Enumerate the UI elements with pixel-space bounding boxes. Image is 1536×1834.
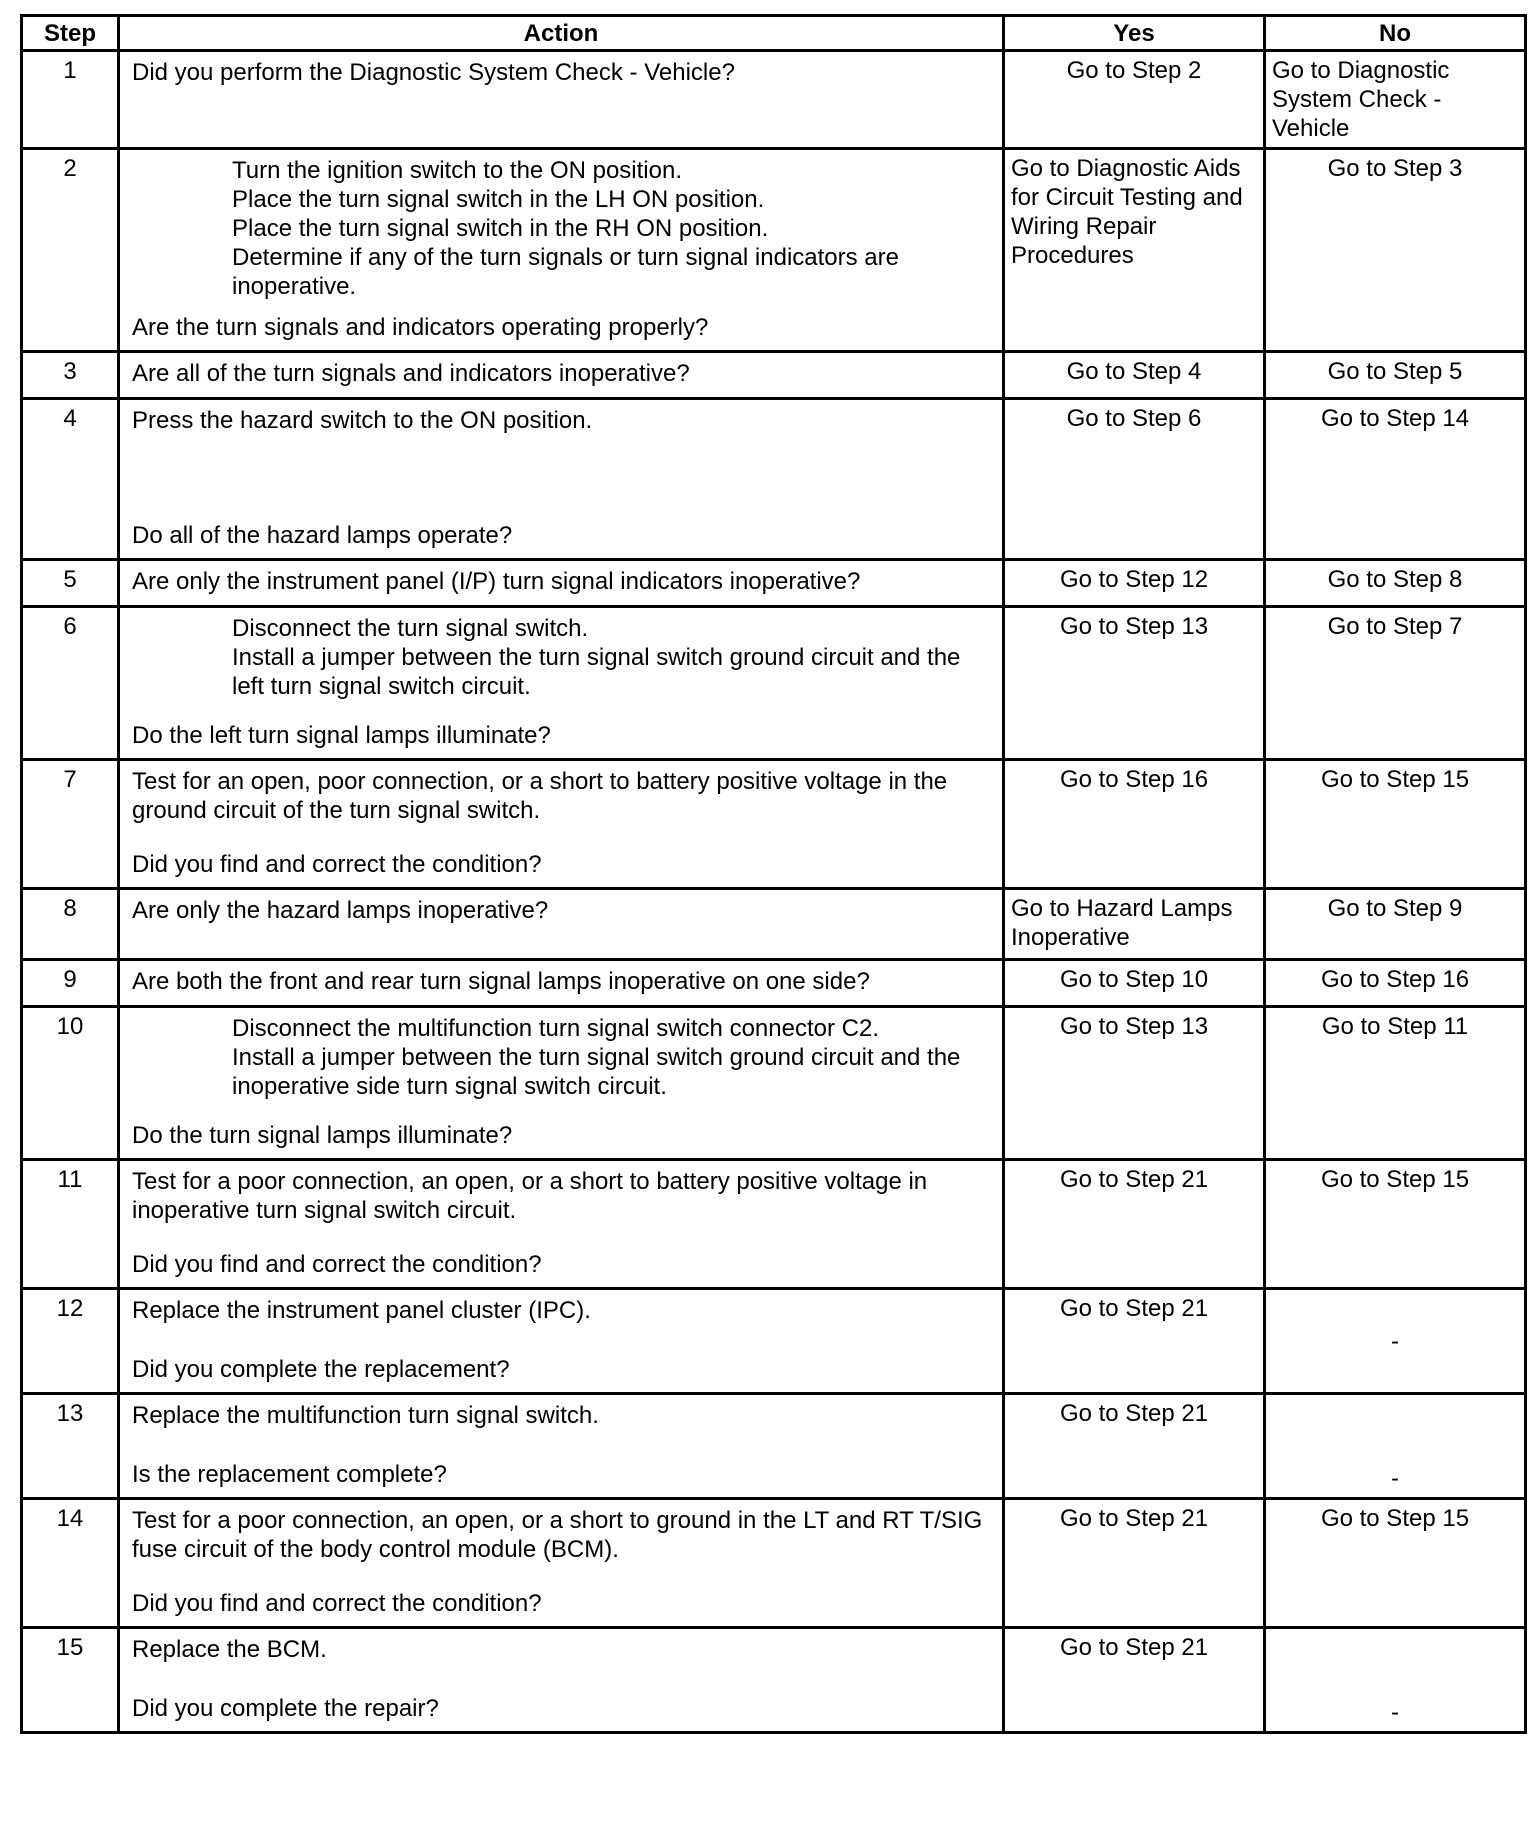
header-step: Step [22,16,119,51]
table-row [22,1160,1526,1289]
table-row [22,1007,1526,1160]
action-cell [119,1499,1004,1628]
no-cell: Go to Diagnostic System Check - Vehicle [1265,51,1526,149]
action-question: Did you find and correct the condition? [132,851,542,878]
table-row [22,51,1526,149]
no-cell: Go to Step 11 [1265,1007,1526,1160]
step-number: 9 [22,960,119,1007]
table-row [22,1289,1526,1394]
step-number: 12 [22,1289,119,1394]
table-row [22,560,1526,607]
no-cell: Go to Step 15 [1265,1499,1526,1628]
action-cell [119,1394,1004,1499]
action-line: Replace the BCM. [132,1636,327,1663]
action-line: Press the hazard switch to the ON position. [132,407,593,434]
action-line: Test for a poor connection, an open, or a short to ground in the LT and RT T/SIG fuse circuit of the body control module (BCM). [132,1507,983,1563]
yes-cell: Go to Step 10 [1004,960,1265,1007]
action-line: Install a jumper between the turn signal switch ground circuit and the left turn signal switch circuit. [232,644,961,700]
action-cell [119,51,1004,149]
table-row [22,352,1526,399]
header-no: No [1265,16,1526,51]
header-action: Action [119,16,1004,51]
action-cell [119,760,1004,889]
step-number: 4 [22,399,119,560]
table-row [22,1394,1526,1499]
action-line: Are only the hazard lamps inoperative? [132,897,549,924]
no-cell: Go to Step 3 [1265,149,1526,352]
no-cell: Go to Step 5 [1265,352,1526,399]
action-line: Disconnect the turn signal switch. [232,615,589,642]
yes-cell: Go to Step 16 [1004,760,1265,889]
table-row [22,960,1526,1007]
table-header-row [22,16,1526,51]
action-cell [119,607,1004,760]
action-question: Is the replacement complete? [132,1461,447,1488]
action-question: Do the left turn signal lamps illuminate? [132,722,551,749]
table-row [22,399,1526,560]
action-cell [119,1007,1004,1160]
header-yes: Yes [1004,16,1265,51]
action-line: Place the turn signal switch in the LH ON position. [232,186,765,213]
table-row [22,1499,1526,1628]
yes-cell: Go to Step 12 [1004,560,1265,607]
no-cell: - [1265,1289,1526,1394]
yes-cell: Go to Step 4 [1004,352,1265,399]
table-row [22,1628,1526,1733]
yes-cell: Go to Step 6 [1004,399,1265,560]
no-cell: Go to Step 14 [1265,399,1526,560]
step-number: 6 [22,607,119,760]
action-cell [119,1289,1004,1394]
action-line: Determine if any of the turn signals or turn signal indicators are inoperative. [232,244,899,300]
no-cell: - [1265,1628,1526,1733]
action-cell [119,1160,1004,1289]
action-line: Replace the multifunction turn signal switch. [132,1402,599,1429]
step-number: 8 [22,889,119,960]
no-cell: Go to Step 7 [1265,607,1526,760]
yes-cell: Go to Hazard Lamps Inoperative [1004,889,1265,960]
yes-cell: Go to Step 13 [1004,1007,1265,1160]
yes-cell: Go to Step 21 [1004,1289,1265,1394]
yes-cell: Go to Step 21 [1004,1499,1265,1628]
step-number: 1 [22,51,119,149]
step-number: 7 [22,760,119,889]
table-row [22,149,1526,352]
action-line: Are both the front and rear turn signal lamps inoperative on one side? [132,968,870,995]
action-cell [119,960,1004,1007]
step-number: 14 [22,1499,119,1628]
action-cell [119,1628,1004,1733]
step-number: 15 [22,1628,119,1733]
action-cell [119,352,1004,399]
no-cell: Go to Step 15 [1265,1160,1526,1289]
action-line: Are all of the turn signals and indicators inoperative? [132,360,690,387]
action-line: Replace the instrument panel cluster (IPC). [132,1297,591,1324]
step-number: 2 [22,149,119,352]
action-cell [119,149,1004,352]
action-line: Test for an open, poor connection, or a short to battery positive voltage in the ground circuit of the turn signal switch. [132,768,948,824]
yes-cell: Go to Diagnostic Aids for Circuit Testing and Wiring Repair Procedures [1004,149,1265,352]
action-line: Disconnect the multifunction turn signal switch connector C2. [232,1015,879,1042]
action-cell [119,560,1004,607]
action-question: Did you complete the replacement? [132,1356,510,1383]
step-number: 13 [22,1394,119,1499]
action-line: Did you perform the Diagnostic System Check - Vehicle? [132,59,735,86]
no-cell: Go to Step 15 [1265,760,1526,889]
action-question: Do all of the hazard lamps operate? [132,522,513,549]
yes-cell: Go to Step 21 [1004,1628,1265,1733]
table-row [22,760,1526,889]
no-cell: - [1265,1394,1526,1499]
action-line: Place the turn signal switch in the RH ON position. [232,215,769,242]
yes-cell: Go to Step 21 [1004,1160,1265,1289]
action-cell [119,889,1004,960]
step-number: 5 [22,560,119,607]
yes-cell: Go to Step 2 [1004,51,1265,149]
no-cell: Go to Step 8 [1265,560,1526,607]
action-line: Are only the instrument panel (I/P) turn signal indicators inoperative? [132,568,861,595]
action-question: Do the turn signal lamps illuminate? [132,1122,513,1149]
action-cell [119,399,1004,560]
action-line: Test for a poor connection, an open, or a short to battery positive voltage in inoperative turn signal switch circuit. [132,1168,928,1224]
diagnostic-table [20,14,1527,1734]
table-row [22,607,1526,760]
table-row [22,889,1526,960]
action-question: Did you complete the repair? [132,1695,439,1722]
action-question: Are the turn signals and indicators operating properly? [132,314,709,341]
action-line: Install a jumper between the turn signal switch ground circuit and the inoperative side turn signal switch circuit. [232,1044,961,1100]
diagnostic-table-container [20,14,1524,1734]
yes-cell: Go to Step 13 [1004,607,1265,760]
step-number: 10 [22,1007,119,1160]
action-question: Did you find and correct the condition? [132,1590,542,1617]
yes-cell: Go to Step 21 [1004,1394,1265,1499]
step-number: 3 [22,352,119,399]
action-line: Turn the ignition switch to the ON position. [232,157,682,184]
action-question: Did you find and correct the condition? [132,1251,542,1278]
step-number: 11 [22,1160,119,1289]
no-cell: Go to Step 16 [1265,960,1526,1007]
no-cell: Go to Step 9 [1265,889,1526,960]
